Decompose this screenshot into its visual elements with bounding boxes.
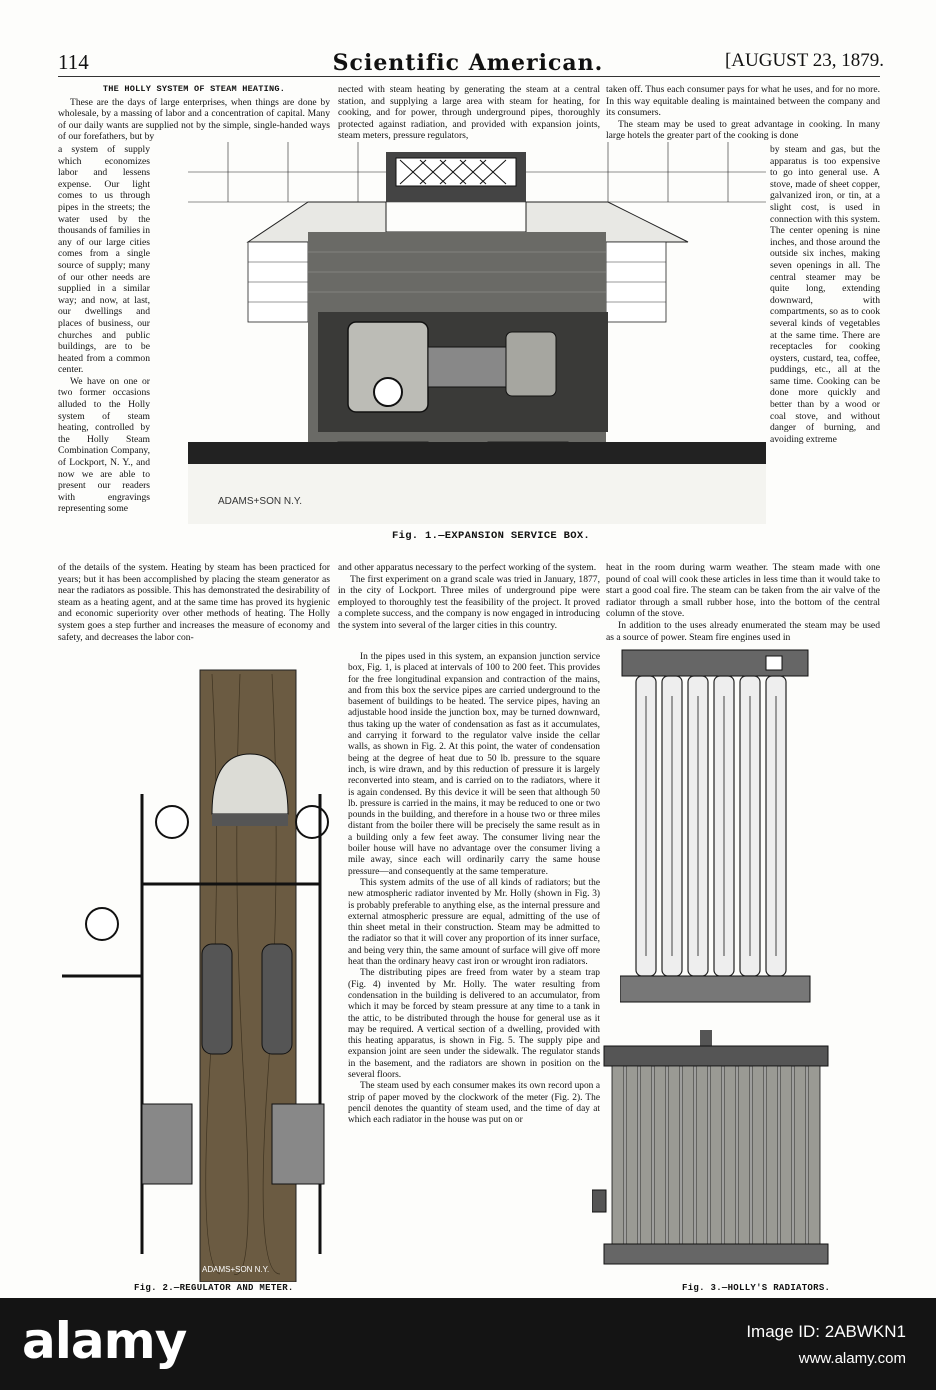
article-column-1-continued: [58, 562, 330, 643]
fig2-caption: Fig. 2.—REGULATOR AND METER.: [134, 1283, 294, 1293]
article-paragraph: In addition to the uses already enumerated the steam may be used as a source of power. Steam fire engines used in: [606, 619, 880, 643]
article-column-3-narrow: [770, 144, 880, 445]
article-title: THE HOLLY SYSTEM OF STEAM HEATING.: [102, 84, 286, 94]
fig1-expansion-service-box-engraving: [188, 142, 766, 524]
article-paragraph: The steam used by each consumer makes its own record upon a strip of paper moved by the clockwork of the meter (Fig. 2). The pencil denotes the quantity of steam used, and the time of day at which each radiator in the house was put on or: [348, 1081, 600, 1126]
page-number: 114: [58, 50, 89, 74]
fig2-engraver-mark: ADAMS+SON N.Y.: [202, 1265, 270, 1274]
article-paragraph: taken off. Thus each consumer pays for what he uses, and for no more. In this way equitable dealing is maintained between the company and its consumers.: [606, 84, 880, 119]
fig2-regulator-meter-engraving: [62, 664, 332, 1282]
header-rule: [58, 76, 880, 77]
article-paragraph: heat in the room during warm weather. The steam made with one pound of coal will cook these articles in less time than it would take to start a good coal fire. The steam can be taken from the air valve of the radiator through a small rubber hose, into the bottom of the central column of the stove.: [606, 562, 880, 620]
article-paragraph: We have on one or two former occasions alluded to the Holly system of steam heating, controlled by the Holly Steam Combination Company, of Lockport, N. Y., and now we are able to present our readers with engravings representing some: [58, 375, 150, 515]
article-paragraph: of the details of the system. Heating by steam has been practiced for years; but it has been accomplished by placing the steam generator as near the radiators as possible. This has demonstrated the desirability of steam as a heating agent, and at the same time has proved its hygienic and economic superiority over other methods of heating. The Holly system goes a step further and increases the measure of economy and safety, and decreases the labor con-: [58, 562, 330, 643]
fig3-wide-radiator-engraving: [592, 1030, 842, 1268]
article-column-1-narrow: [58, 144, 150, 515]
fig1-engraver-mark: ADAMS+SON N.Y.: [218, 496, 303, 507]
image-id: Image ID: 2ABWKN1: [746, 1322, 906, 1341]
fig3-caption: Fig. 3.—HOLLY'S RADIATORS.: [682, 1283, 831, 1293]
article-column-2-mid: [338, 562, 600, 632]
article-paragraph: nected with steam heating by generating the steam at a central station, and supplying a large area with steam for heating, for cooking, and for power, through underground pipes, thoroughly protected against radiation, and provided with expansion joints, steam meters, pressure regulators,: [338, 84, 600, 142]
article-paragraph: The steam may be used to great advantage in cooking. In many large hotels the greater part of the cooking is done: [606, 118, 880, 142]
article-paragraph: by steam and gas, but the apparatus is too expensive to go into general use. A stove, made of sheet copper, galvanized iron, or tin, at a slight cost, is used in connection with this system. The center opening is nine inches, and those around the outside six inches, making seven openings in all. The central steamer may be quite long, extending downward, with compartments, so as to cook several kinds of vegetables at the same time. There are receptacles for cooking oysters, custard, tea, coffee, puddings, etc., all at the same time. Cooking can be done more quickly and better than by a wood or coal stove, and without danger of burning, and avoiding extreme: [770, 144, 880, 445]
article-column-1: [58, 84, 330, 143]
article-paragraph: a system of supply which economizes labor and lessens expense. Our light comes to us through pipes in the streets; the water used by the thousands of families in any of our large cities comes from a single source of supply; many of our other needs are supplied in a similar way; and now, at last, our dwellings and places of business, our churches and public buildings, are to be heated from a common center.: [58, 144, 150, 376]
alamy-logo: alamy: [22, 1312, 187, 1370]
article-column-3-top: [606, 84, 880, 142]
article-column-3-continued: [606, 562, 880, 643]
article-paragraph: In the pipes used in this system, an expansion junction service box, Fig. 1, is placed at intervals of 100 to 200 feet. This provides for the free longitudinal expansion and contraction of the mains, and from this box the service pipes are carried underground to the basement of buildings to be heated. The service pipes, having an adjustable hood inside the junction box, may be turned downward, thus taking up the water of condensation as fast as it accumulates, and carrying it forward to the regulator valve inside the cellar walls, as shown in Fig. 2. At this point, the water of condensation being at the degree of heat due to 50 lb. pressure to the square inch, is wire drawn, and by this reduction of pressure it is largely reconverted into steam, and is carried on to the radiators, where it is again condensed. By this device it will be seen that although 50 lb. pressure is carried in the mains, it may be reduced to one or two pounds in the building, and therefore in a house two or three miles distant from the boiler there will be precisely the same result as in a building only a few feet away. The consumer living near the boiler house will have no advantage over the consumer living a mile away, since each will ordinarily carry the same house pressure—and consequently at the same temperature.: [348, 652, 601, 877]
watermark-url: www.alamy.com: [798, 1350, 906, 1367]
article-paragraph: The distributing pipes are freed from water by a steam trap (Fig. 4) invented by Mr. Holly. The water resulting from condensation in the building is delivered to an accumulator, from which it may be forced by steam pressure at any time to a tank in the attic, to be distributed through the house for general use as it may be required. A vertical section of a dwelling, provided with this heating apparatus, is shown in Fig. 5. The supply pipe and expansion joint are seen under the sidewalk. The regulator stands in the basement, and the radiators are shown in position on the several floors.: [348, 968, 600, 1080]
article-paragraph: The first experiment on a grand scale was tried in January, 1877, in the city of Lockport. Three miles of underground pipe were employed to thoroughly test the feasibility of the project. It proved a complete success, and the company is now engaged in introducing the system into several of the larger cities in this country.: [338, 573, 600, 631]
article-column-2-top: [338, 84, 600, 142]
article-paragraph: These are the days of large enterprises, when things are done by wholesale, by a massing of labor and a concentration of capital. Many of our daily wants are supplied not by the simple, single-handed ways of our forefathers, but by: [58, 96, 330, 143]
fig1-caption: Fig. 1.—EXPANSION SERVICE BOX.: [392, 530, 591, 542]
article-paragraph: This system admits of the use of all kinds of radiators; but the new atmospheric radiator invented by Mr. Holly (shown in Fig. 3) is probably preferable to anything else, as the internal pressure and external atmospheric pressure are equal, admitting of the use of thin sheet metal in their construction. Steam may be admitted to the radiator so that it will cover any proportion of its inner surface, and being very thin, the same amount of surface will give off more heat than the ordinary heavy cast iron or wrought iron radiators.: [348, 877, 600, 968]
fig3-tall-radiator-engraving: [620, 646, 816, 1014]
article-paragraph: and other apparatus necessary to the perfect working of the system.: [338, 562, 597, 573]
masthead: Scientific American.: [332, 50, 604, 76]
issue-date: [AUGUST 23, 1879.: [724, 50, 884, 71]
article-column-2: [348, 652, 600, 1126]
